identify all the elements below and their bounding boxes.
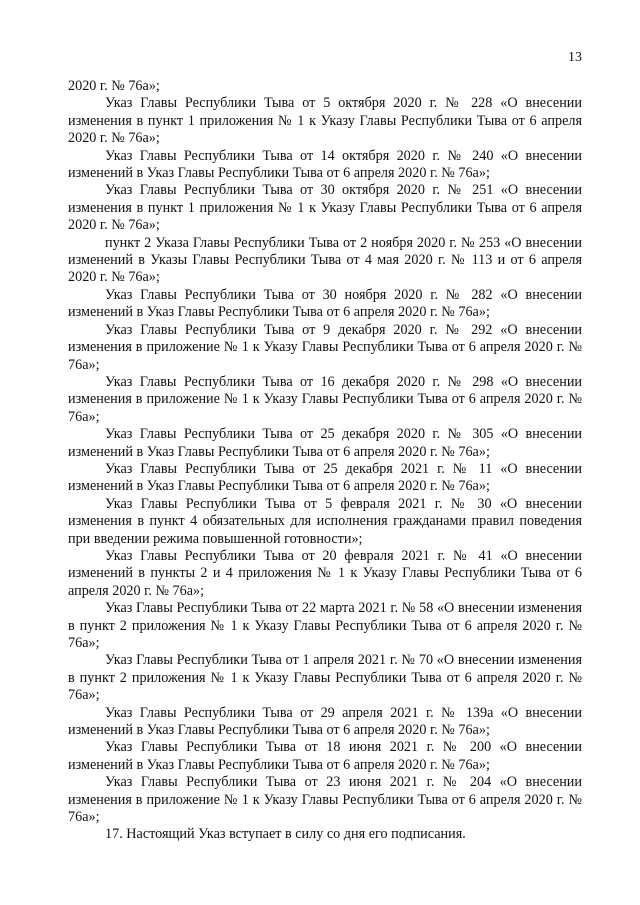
paragraph-decree-200: Указ Главы Республики Тыва от 18 июня 2021 г. № 200 «О внесении изменений в Указ Главы Республики Тыва от 6 апреля 2020 г. № 76а»; bbox=[68, 739, 582, 773]
paragraph-decree-41: Указ Главы Республики Тыва от 20 февраля 2021 г. № 41 «О внесении изменений в пункты 2 и 4 приложения № 1 к Указу Главы Республики Тыва от 6 апреля 2020 г. № 76а»; bbox=[68, 547, 582, 599]
document-body bbox=[68, 78, 582, 844]
paragraph-decree-58: Указ Главы Республики Тыва от 22 марта 2021 г. № 58 «О внесении изменения в пункт 2 приложения № 1 к Указу Главы Республики Тыва от 6 апреля 2020 г. № 76а»; bbox=[68, 600, 582, 651]
paragraph-decree-228: Указ Главы Республики Тыва от 5 октября 2020 г. № 228 «О внесении изменения в пункт 1 приложения № 1 к Указу Главы Республики Тыва от 6 апреля 2020 г. № 76а»; bbox=[68, 95, 582, 147]
paragraph-decree-30: Указ Главы Республики Тыва от 5 февраля 2021 г. № 30 «О внесении изменения в пункт 4 обязательных для исполнения гражданами правил поведения при введении режима повышенной готовности»; bbox=[68, 495, 582, 547]
paragraph-decree-253: пункт 2 Указа Главы Республики Тыва от 2 ноября 2020 г. № 253 «О внесении изменений в Указы Главы Республики Тыва от 4 мая 2020 г. № 113 и от 6 апреля 2020 г. № 76а»; bbox=[68, 234, 582, 286]
paragraph-item-17: 17. Настоящий Указ вступает в силу со дня его подписания. bbox=[105, 826, 466, 843]
paragraph-decree-204: Указ Главы Республики Тыва от 23 июня 2021 г. № 204 «О внесении изменения в приложение № 1 к Указу Главы Республики Тыва от 6 апреля 2020 г. № 76а»; bbox=[68, 774, 582, 826]
paragraph-decree-251: Указ Главы Республики Тыва от 30 октября 2020 г. № 251 «О внесении изменения в пункт 1 приложения № 1 к Указу Главы Республики Тыва от 6 апреля 2020 г. № 76а»; bbox=[68, 182, 582, 234]
paragraph-decree-292: Указ Главы Республики Тыва от 9 декабря 2020 г. № 292 «О внесении изменения в приложение № 1 к Указу Главы Республики Тыва от 6 апреля 2020 г. № 76а»; bbox=[68, 321, 582, 373]
paragraph-decree-11: Указ Главы Республики Тыва от 25 декабря 2021 г. № 11 «О внесении изменений в Указ Главы Республики Тыва от 6 апреля 2020 г. № 76а»; bbox=[68, 460, 582, 495]
paragraph-decree-282: Указ Главы Республики Тыва от 30 ноября 2020 г. № 282 «О внесении изменений в Указ Главы Республики Тыва от 6 апреля 2020 г. № 76а»; bbox=[68, 286, 582, 321]
paragraph-decree-240: Указ Главы Республики Тыва от 14 октября 2020 г. № 240 «О внесении изменений в Указ Главы Республики Тыва от 6 апреля 2020 г. № 76а»; bbox=[68, 147, 582, 182]
paragraph-decree-305: Указ Главы Республики Тыва от 25 декабря 2020 г. № 305 «О внесении изменений в Указ Главы Республики Тыва от 6 апреля 2020 г. № 76а»; bbox=[68, 426, 582, 460]
paragraph-decree-70: Указ Главы Республики Тыва от 1 апреля 2021 г. № 70 «О внесении изменения в пункт 2 приложения № 1 к Указу Главы Республики Тыва от 6 апреля 2020 г. № 76а»; bbox=[68, 652, 582, 704]
paragraph-continuation: 2020 г. № 76а»; bbox=[68, 78, 160, 94]
page-number: 13 bbox=[568, 50, 582, 65]
paragraph-decree-298: Указ Главы Республики Тыва от 16 декабря 2020 г. № 298 «О внесении изменения в приложение № 1 к Указу Главы Республики Тыва от 6 апреля 2020 г. № 76а»; bbox=[68, 373, 582, 425]
paragraph-decree-139a: Указ Главы Республики Тыва от 29 апреля 2021 г. № 139а «О внесении изменений в Указ Главы Республики Тыва от 6 апреля 2020 г. № 76а»; bbox=[68, 704, 582, 739]
